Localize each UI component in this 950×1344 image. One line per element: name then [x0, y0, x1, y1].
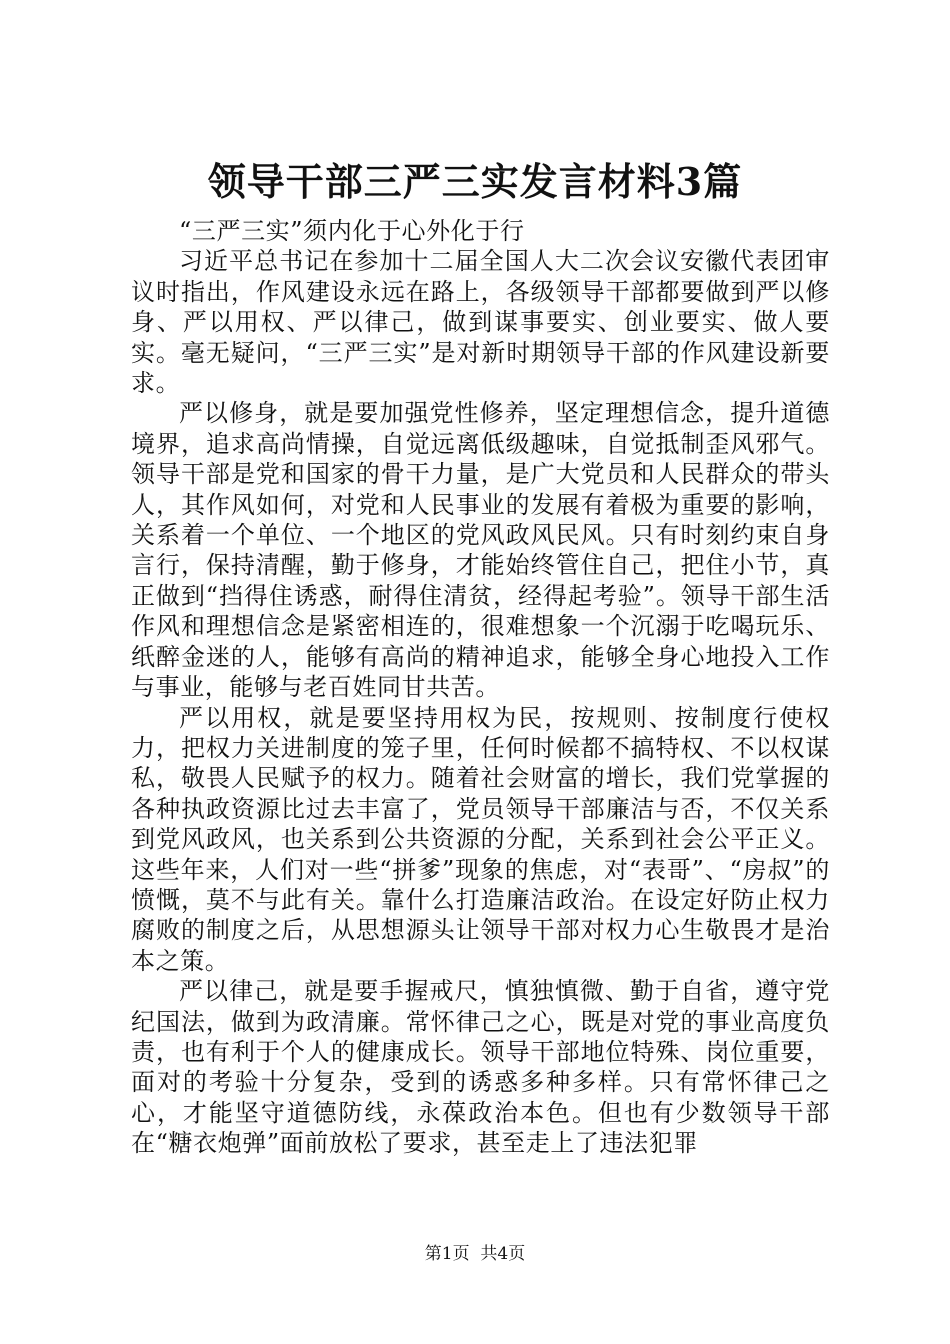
paragraph-use-of-power: 严以用权，就是要坚持用权为民，按规则、按制度行使权力，把权力关进制度的笼子里，任何时候都不搞特权、不以权谋私，敬畏人民赋予的权力。随着社会财富的增长，我们党掌握的各种执政资源比过去丰富了，党员领导干部廉洁与否，不仅关系到党风政风，也关系到公共资源的分配，关系到社会公平正义。这些年来，人们对一些“拼爹”现象的焦虑，对“表哥”、“房叔”的愤慨，莫不与此有关。靠什么打造廉洁政治。在设定好防止权力腐败的制度之后，从思想源头让领导干部对权力心生敬畏才是治本之策。	[131, 703, 830, 975]
paragraph-intro: 习近平总书记在参加十二届全国人大二次会议安徽代表团审议时指出，作风建设永远在路上，各级领导干部都要做到严以修身、严以用权、严以律己，做到谋事要实、创业要实、做人要实。毫无疑问，“三严三实”是对新时期领导干部的作风建设新要求。	[131, 247, 830, 398]
paragraph-self-discipline: 严以律己，就是要手握戒尺，慎独慎微、勤于自省，遵守党纪国法，做到为政清廉。常怀律己之心，既是对党的事业高度负责，也有利于个人的健康成长。领导干部地位特殊、岗位重要，面对的考验十分复杂，受到的诱惑多种多样。只有常怀律己之心，才能坚守道德防线，永葆政治本色。但也有少数领导干部在“糖衣炮弹”面前放松了要求，甚至走上了违法犯罪	[131, 977, 830, 1158]
paragraph-self-cultivation: 严以修身，就是要加强党性修养，坚定理想信念，提升道德境界，追求高尚情操，自觉远离低级趣味，自觉抵制歪风邪气。领导干部是党和国家的骨干力量，是广大党员和人民群众的带头人，其作风如何，对党和人民事业的发展有着极为重要的影响，关系着一个单位、一个地区的党风政风民风。只有时刻约束自身言行，保持清醒，勤于修身，才能始终管住自己，把住小节，真正做到“挡得住诱惑，耐得住清贫，经得起考验”。领导干部生活作风和理想信念是紧密相连的，很难想象一个沉溺于吃喝玩乐、纸醉金迷的人，能够有高尚的精神追求，能够全身心地投入工作与事业，能够与老百姓同甘共苦。	[131, 399, 830, 702]
document-title: 领导干部三严三实发言材料3篇	[207, 159, 743, 204]
page-number-footer: 第1页 共4页	[424, 1244, 526, 1264]
paragraph-subtitle: “三严三实”须内化于心外化于行	[179, 217, 525, 245]
document-body	[131, 216, 830, 1159]
